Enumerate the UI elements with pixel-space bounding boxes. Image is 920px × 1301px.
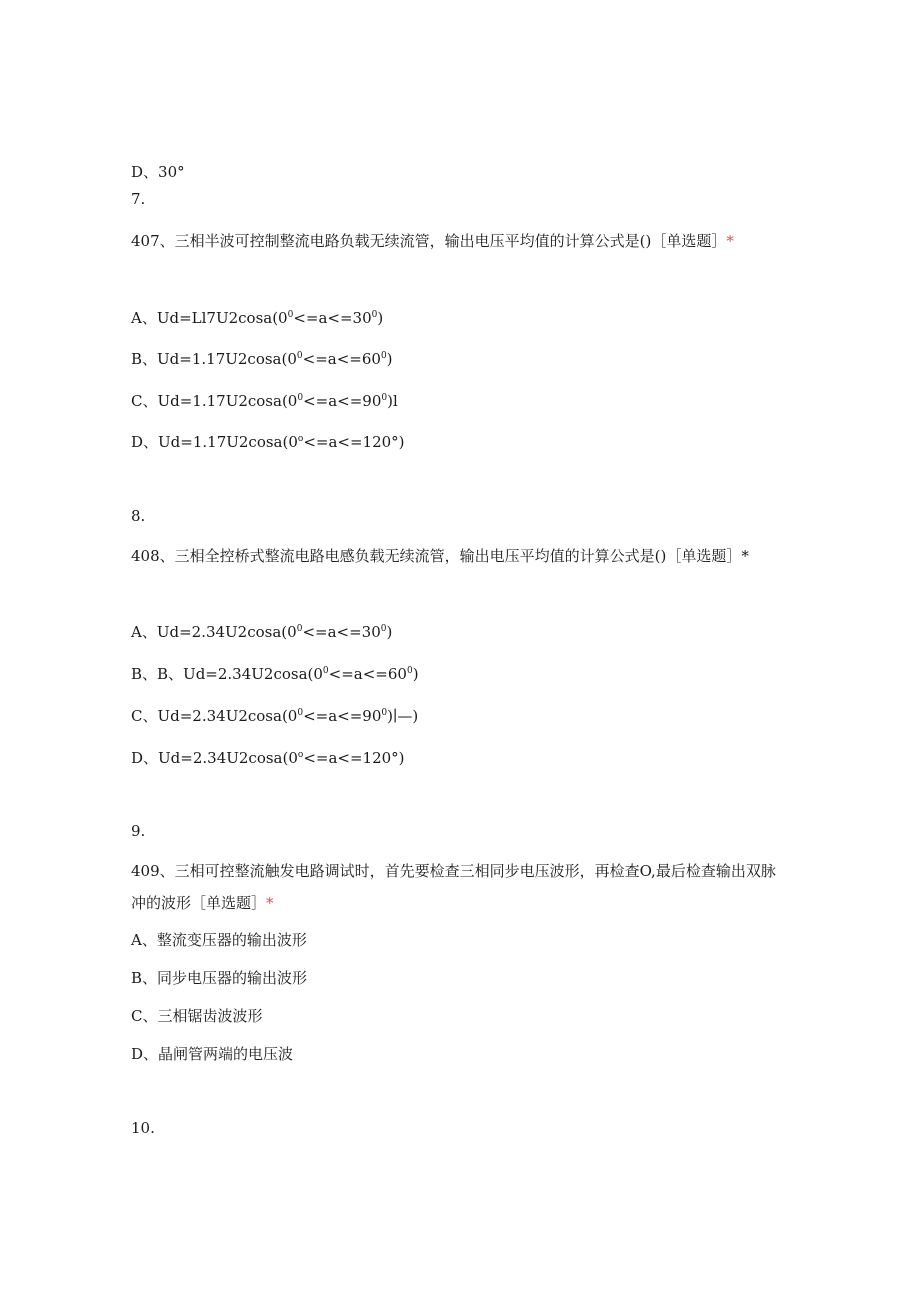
q409-option-b[interactable]: B、同步电压器的输出波形 (131, 969, 308, 987)
q409-option-a[interactable]: A、整流变压器的输出波形 (131, 931, 307, 949)
option-d-prev: D、30° (131, 163, 185, 181)
q408-option-c[interactable]: C、$Ud=2.34U2\cos a(0^0<=a<=90^0)∣—$) (131, 707, 419, 725)
question-408-text (131, 540, 781, 572)
q407-option-d[interactable]: D、$Ud=1.17U2\cos a(0^o<=a<=120^\circ)$ (131, 433, 405, 451)
question-number-10: 10. (131, 1119, 155, 1137)
required-star-icon: * (741, 547, 749, 565)
question-408-stem: 408、三相全控桥式整流电路电感负载无续流管，输出电压平均值的计算公式是()［单选题］ (131, 547, 742, 565)
question-409-text (131, 855, 781, 919)
question-407-stem: 407、三相半波可控制整流电路负载无续流管，输出电压平均值的计算公式是()［单选题］ (131, 232, 727, 250)
question-number-9: 9. (131, 822, 146, 840)
q408-option-a[interactable]: A、$Ud=2.34U2\cos a(0^0<=a<=30^0)$ (131, 623, 393, 641)
required-star-icon: * (266, 894, 274, 912)
q408-option-b[interactable]: B、B、$Ud=2.34U2\cos a(0^0<=a<=60^0)$ (131, 665, 419, 683)
q409-option-c[interactable]: C、三相锯齿波波形 (131, 1007, 263, 1025)
question-number-7: 7. (131, 190, 146, 208)
question-number-8: 8. (131, 507, 146, 525)
q408-option-d[interactable]: D、$Ud=2.34U2\cos a(0^o<=a<=120^\circ)$ (131, 749, 405, 767)
required-star-icon: * (726, 232, 734, 250)
q409-option-d[interactable]: D、晶闸管两端的电压波 (131, 1045, 294, 1063)
question-407-text (131, 225, 781, 257)
q407-option-b[interactable]: B、$Ud=1.17U2\cos a(0^0<=a<=60^0)$ (131, 350, 393, 368)
q407-option-c[interactable]: C、$Ud=1.17U2\cos a(0^0<=a<=90^0)l$ (131, 392, 398, 410)
q407-option-a[interactable]: A、$Ud=Ll7U2\cos a(0^0<=a<=30^0)$ (131, 309, 384, 327)
question-409-stem: 409、三相可控整流触发电路调试时，首先要检查三相同步电压波形，再检查O,最后检查输出双脉冲的波形［单选题］ (131, 862, 776, 912)
